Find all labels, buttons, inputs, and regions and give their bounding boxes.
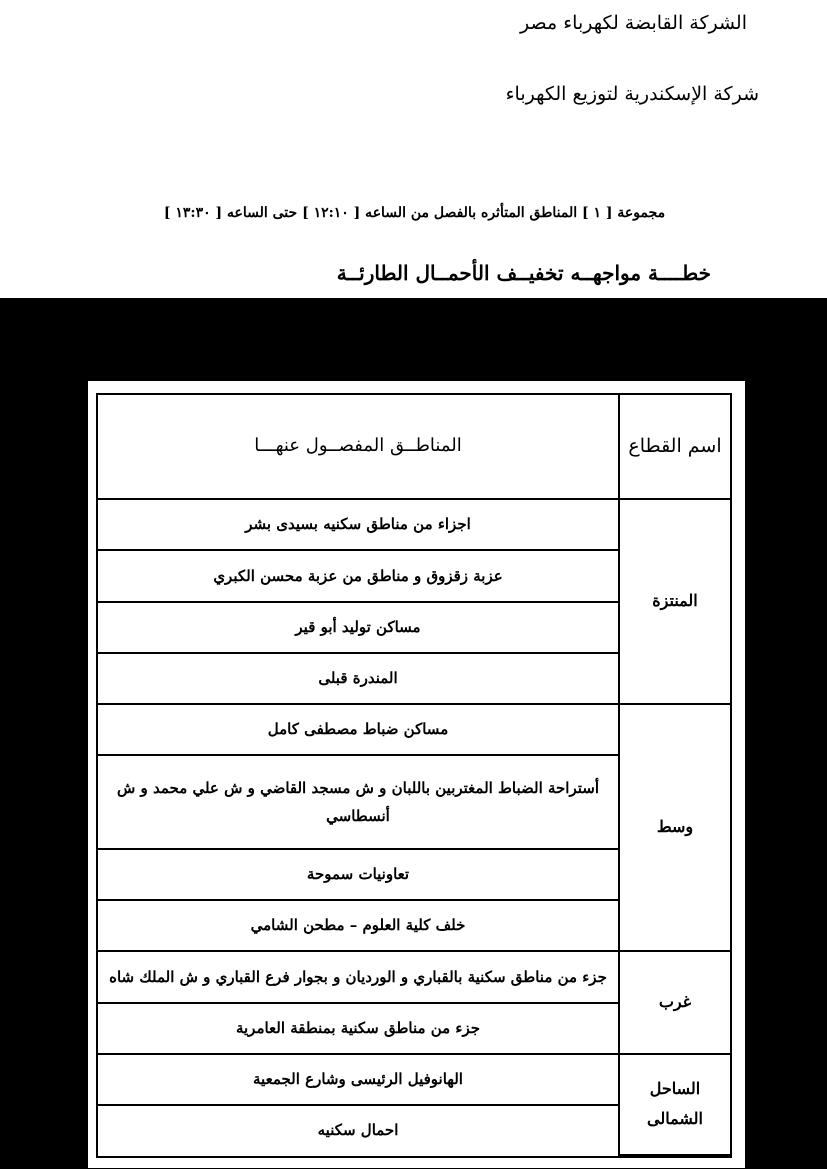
table-row [98,1054,730,1105]
affected-area-cell: جزء من مناطق سكنية بمنطقة العامرية [98,1003,619,1054]
areas-column-header: المناطــق المفصــول عنهـــا [98,395,619,499]
table-row [98,704,730,755]
areas-table [98,395,730,1156]
affected-area-cell: خلف كلية العلوم – مطحن الشامي [98,900,619,951]
sector-name-cell [619,499,730,704]
distribution-company-name: شركة الإسكندرية لتوزيع الكهرباء [505,83,759,105]
affected-area-cell: الهانوفيل الرئيسى وشارع الجمعية [98,1054,619,1105]
affected-area-cell: مساكن ضباط مصطفى كامل [98,704,619,755]
plan-title: خطــــة مواجهــه تخفيــف الأحمــال الطارئــة [336,261,711,285]
affected-area-cell: تعاونيات سموحة [98,849,619,900]
affected-area-cell: احمال سكنيه [98,1105,619,1155]
sector-column-header: اسم القطاع [619,395,730,499]
table-row [98,499,730,550]
affected-area-cell: اجزاء من مناطق سكنيه بسيدى بشر [98,499,619,550]
sector-name: الساحل الشمالى [647,1079,703,1129]
areas-table-panel [88,381,745,1168]
areas-table-frame [96,393,732,1158]
table-header-row [98,395,730,499]
sector-name-cell [619,704,730,951]
table-row [98,951,730,1002]
holding-company-name: الشركة القابضة لكهرباء مصر [520,12,747,34]
sector-name: وسط [656,817,694,837]
letterhead [0,0,827,298]
affected-area-cell: أستراحة الضباط المغتربين باللبان و ش مسجد القاضي و ش علي محمد و ش أنسطاسي [98,755,619,849]
sector-name-cell [619,951,730,1054]
affected-area-cell: عزبة زقزوق و مناطق من عزبة محسن الكبري [98,550,619,601]
affected-area-cell: جزء من مناطق سكنية بالقباري و الورديان و بجوار فرع القباري و ش الملك شاه [98,951,619,1002]
sector-name: غرب [658,992,692,1012]
affected-area-cell: مساكن توليد أبو قير [98,602,619,653]
affected-area-cell: المندرة قبلى [98,653,619,704]
sector-name: المنتزة [652,591,698,611]
group-outage-line: مجموعة [ ١ ] المناطق المتأثره بالفصل من الساعه [ ١٢:١٠ ] حتى الساعه [ ١٣:٣٠ ] [163,205,666,221]
sector-name-cell [619,1054,730,1155]
